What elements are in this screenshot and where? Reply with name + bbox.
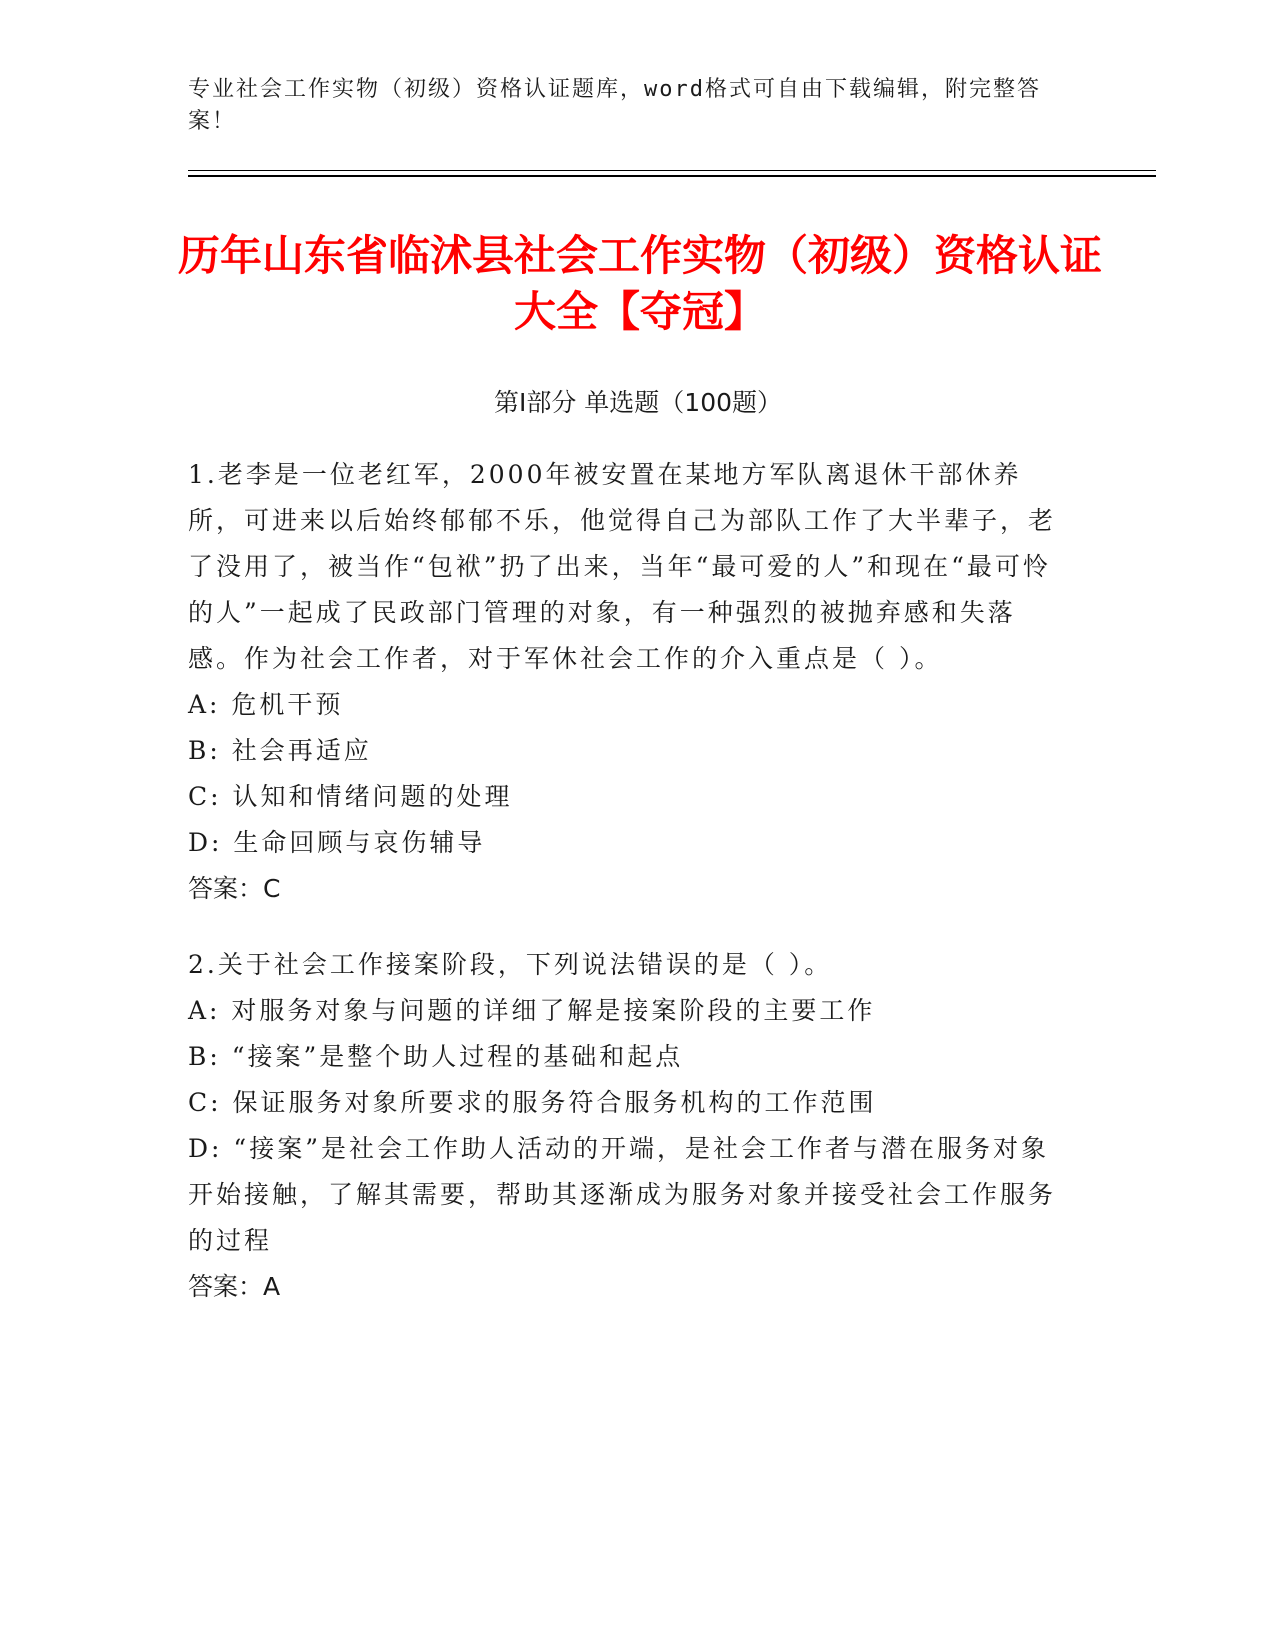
section-heading: 第I部分 单选题（100题） [493,388,783,417]
question-1 [188,452,1068,912]
question-stem: 2.关于社会工作接案阶段，下列说法错误的是（ ）。 [188,950,833,979]
header-note: 专业社会工作实物（初级）资格认证题库，word格式可自由下载编辑，附完整答案！ [188,77,1041,134]
option-a: A: 危机干预 [188,690,344,719]
header-divider-thin [188,170,1156,171]
option-d: D: “接案”是社会工作助人活动的开端，是社会工作者与潜在服务对象开始接触，了解其需要，帮助其逐渐成为服务对象并接受社会工作服务的过程 [188,1134,1057,1255]
question-2 [188,942,1068,1310]
option-c: C: 保证服务对象所要求的服务符合服务机构的工作范围 [188,1088,877,1117]
question-stem: 1.老李是一位老红军，2000年被安置在某地方军队离退休干部休养所，可进来以后始终郁郁不乐，他觉得自己为部队工作了大半辈子，老了没用了，被当作“包袱”扔了出来，当年“最可爱的人”和现在“最可怜的人”一起成了民政部门管理的对象，有一种强烈的被抛弃感和失落感。作为社会工作者，对于军休社会工作的介入重点是（ ）。 [188,460,1057,673]
document-title: 历年山东省临沭县社会工作实物（初级）资格认证大全【夺冠】 [177,231,1102,336]
option-b: B: 社会再适应 [188,736,372,765]
header-divider-thick [188,175,1156,177]
option-a: A: 对服务对象与问题的详细了解是接案阶段的主要工作 [188,996,876,1025]
option-d: D: 生命回顾与哀伤辅导 [188,828,486,857]
option-b: B: “接案”是整个助人过程的基础和起点 [188,1042,684,1071]
option-c: C: 认知和情绪问题的处理 [188,782,513,811]
answer: 答案：A [188,1272,281,1301]
answer: 答案：C [188,874,281,903]
